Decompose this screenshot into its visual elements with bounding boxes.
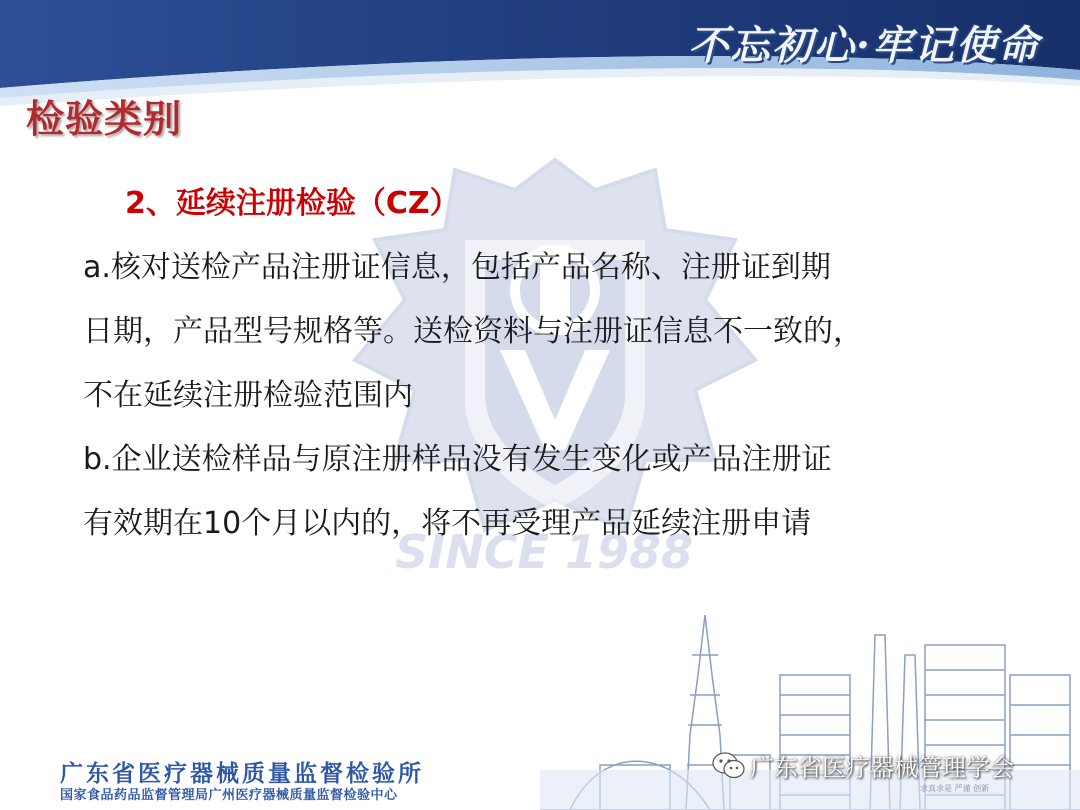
footer-org-name: 广东省医疗器械质量监督检验所 [60,761,424,787]
footer-org-subtitle: 国家食品药品监督管理局广州医疗器械质量监督检验中心 [60,788,398,803]
wechat-account-name: 广东省医疗器械管理学会 [750,754,1014,782]
paragraph-line: 不在延续注册检验范围内 [83,378,413,413]
paragraph-line: b.企业送检样品与原注册样品没有发生变化或产品注册证 [83,442,832,477]
section-title: 检验类别 [26,96,183,141]
watermark-text: SINCE 1988 [395,525,693,579]
wechat-watermark [712,748,1014,783]
wechat-icon [712,751,746,781]
paragraph-line: 日期，产品型号规格等。送检资料与注册证信息不一致的， [83,314,863,349]
subtitle: 2、延续注册检验（CZ） [125,186,460,221]
paragraph-line: a.核对送检产品注册证信息，包括产品名称、注册证到期 [83,250,831,285]
paragraph-line: 有效期在10个月以内的，将不再受理产品延续注册申请 [83,506,812,541]
slogan: 不忘初心·牢记使命 [688,22,1040,69]
footer-motto: 求真求是 严谨 创新 [920,784,990,793]
